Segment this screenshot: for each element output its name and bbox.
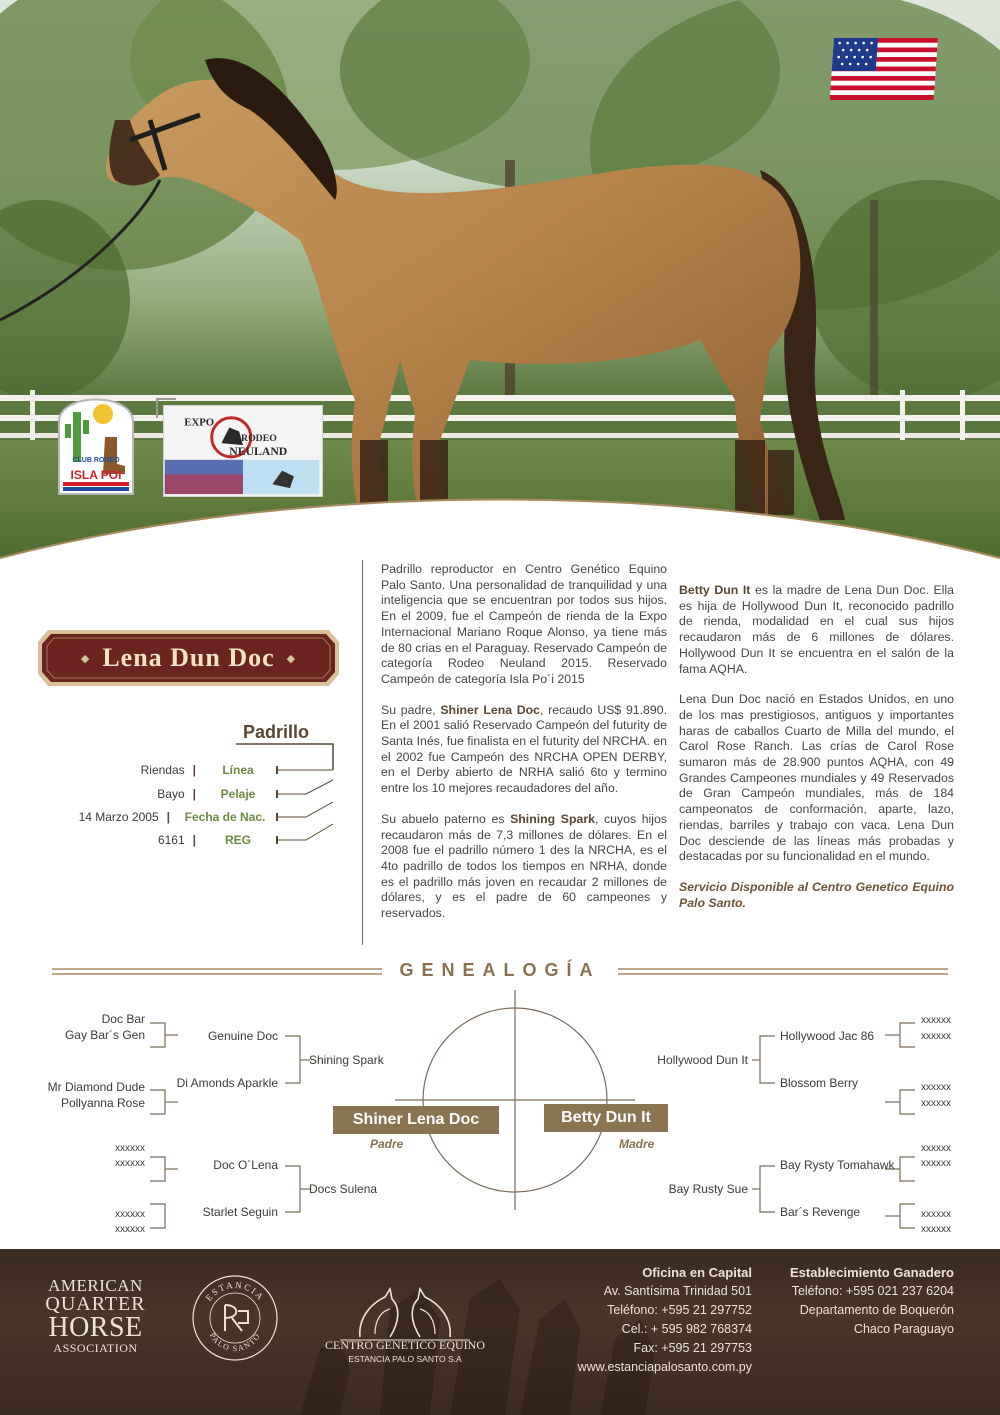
cge-line1: CENTRO GENETICO EQUINO (325, 1338, 485, 1352)
aqha-line4: ASSOCIATION (53, 1341, 138, 1355)
ancestor-gen3: Hollywood Jac 86 (780, 1029, 875, 1043)
spec-value: 14 Marzo 2005 (78, 810, 159, 824)
description-column-1 (381, 562, 667, 937)
ancestor-gen4: xxxxxx (115, 1143, 145, 1154)
spec-separator: | (166, 810, 170, 824)
genealogy-title: GENEALOGÍA (399, 960, 601, 980)
ancestor-gen3: Genuine Doc (207, 1029, 278, 1043)
dam-dam: Bay Rusty Sue (668, 1182, 748, 1196)
aqha-line1: AMERICAN (48, 1276, 143, 1295)
ancestor-gen4: xxxxxx (921, 1209, 951, 1220)
sire-role: Padre (370, 1137, 404, 1151)
ancestor-gen4: Gay Bar´s Gen (64, 1028, 145, 1042)
website-link[interactable]: www.estanciapalosanto.com.py (577, 1360, 752, 1374)
specs-heading: Padrillo (243, 722, 310, 742)
office-contact (540, 1263, 752, 1377)
expo-line2: RODEO (241, 433, 277, 445)
paragraph-grandsire (381, 812, 667, 922)
paragraph-intro: Padrillo reproductor en Centro Genético Equino Palo Santo. Una personalidad de tranquilidad y una inteligencia que se encuentran por todos sus hijos. En el 2009, fue el Campeón de rienda de la Expo Internacional Mariano Roque Alonso, ya tiene más de 80 crias en el Paraguay. Reservado Campeón de categoría Rodeo Neuland 2015. Reservado Campeón de categoría Isla Po´i 2015 (381, 562, 667, 686)
sire-sire: Shining Spark (309, 1053, 384, 1067)
ancestor-gen4: Mr Diamond Dude (47, 1080, 145, 1094)
estab-heading: Establecimiento Ganadero (790, 1265, 954, 1280)
spec-row-fecha (40, 808, 270, 826)
spec-separator: | (192, 787, 196, 801)
text-run: , recaudo US$ 91.890. En el 2001 salió Reservado Campeón del futurity de Santa Inés, fue finalista en el futurity del NRCHA. en el 2002 fue Campeón des NRCHA OPEN DERBY, en el Derby abierto de NRHA salió 6to y termino entre los 10 mejores recaudadores del año. (381, 702, 667, 796)
ancestor-gen3: Starlet Seguin (202, 1205, 278, 1219)
spec-label: Fecha de Nac. (184, 810, 266, 824)
dam-role: Madre (619, 1137, 655, 1151)
text-run: Su abuelo paterno es (381, 811, 511, 826)
ancestor-gen4: xxxxxx (921, 1098, 951, 1109)
islapoi-line1: CLUB RODEO (72, 457, 120, 464)
ancestor-gen4: xxxxxx (115, 1209, 145, 1220)
office-fax: Fax: +595 21 297753 (633, 1341, 752, 1355)
paragraph-dam (679, 583, 954, 677)
spec-separator: | (192, 763, 196, 777)
cge-line2: ESTANCIA PALO SANTO S.A (348, 1354, 462, 1364)
us-flag-icon (830, 38, 938, 100)
ancestor-gen3: Bay Rysty Tomahawk (780, 1158, 895, 1172)
ancestor-gen4: xxxxxx (921, 1158, 951, 1169)
islapoi-line2: ISLA POI (70, 468, 122, 482)
office-phone: Teléfono: +595 21 297752 (607, 1303, 752, 1317)
spec-separator: | (192, 833, 196, 847)
ancestor-gen3: Blossom Berry (780, 1076, 859, 1090)
estancia-arc-top: ESTANCIA (203, 1279, 267, 1303)
service-note: Servicio Disponible al Centro Genetico Equino Palo Santo. (679, 879, 954, 910)
grandsire-name-bold: Shining Spark (510, 811, 595, 826)
ancestor-gen4: Pollyanna Rose (60, 1096, 145, 1110)
spec-row-pelaje (40, 785, 270, 803)
spec-label: Pelaje (220, 787, 256, 801)
ancestor-gen4: Doc Bar (101, 1012, 145, 1026)
office-cell: Cel.: + 595 982 768374 (621, 1322, 752, 1336)
office-heading: Oficina en Capital (642, 1265, 752, 1280)
ancestor-gen4: xxxxxx (921, 1143, 951, 1154)
ancestor-gen4: xxxxxx (921, 1031, 951, 1042)
ancestor-gen3: Di Amonds Aparkle (176, 1076, 278, 1090)
text-run: Su padre, (381, 702, 441, 717)
horse-name: Lena Dun Doc (102, 643, 275, 672)
text-run: es la madre de Lena Dun Doc. Ella es hija de Hollywood Dun It, reconocido padrillo de rienda, modalidad en el cual sus hijos recaudaron más de 6 millones de dólares. Hollywood Dun It se encuentra en el salón de la fama AQHA. (679, 583, 954, 676)
estab-department: Departamento de Boquerón (799, 1303, 954, 1317)
ancestor-gen4: xxxxxx (921, 1015, 951, 1026)
sire-dam: Docs Sulena (309, 1182, 378, 1196)
horse-name-title (36, 628, 341, 688)
logo-bracket (156, 398, 176, 418)
estab-region: Chaco Paraguayo (853, 1322, 954, 1336)
estab-phone: Teléfono: +595 021 237 6204 (791, 1284, 954, 1298)
estancia-arc-bottom: PALO SANTO (207, 1331, 263, 1354)
ancestor-gen4: xxxxxx (115, 1224, 145, 1235)
aqha-line2: QUARTER (45, 1293, 146, 1315)
diamond-ornament-icon: ◆ (80, 652, 91, 665)
ancestor-gen4: xxxxxx (921, 1224, 951, 1235)
text-run: , cuyos hijos recaudaron más de 7,3 millones de dólares. En el 2008 fue el padrillo número 1 des la NRCHA, es el 4to padrillo de todos los tiempos en NRHA, donde es el padrillo más joven en recaudar 2 millones de dólares, y es el padre de 60 campeones y reservados. (381, 811, 667, 921)
spec-row-linea (40, 761, 270, 779)
ancestor-gen3: Doc O´Lena (213, 1158, 278, 1172)
footer (0, 1249, 1000, 1415)
column-divider (362, 560, 363, 945)
svg-text:ESTANCIA (203, 1280, 266, 1303)
pedigree-lines (0, 990, 1000, 1240)
aqha-logo (38, 1277, 153, 1354)
aqha-line3: HORSE (48, 1312, 143, 1343)
hero-curve (0, 440, 1000, 560)
diamond-ornament-icon: ◆ (286, 652, 297, 665)
pedigree-tree (0, 990, 1000, 1240)
sire-name-bold: Shiner Lena Doc (440, 702, 541, 717)
spec-value: Bayo (157, 787, 185, 801)
sire-badge: Shiner Lena Doc (333, 1106, 499, 1134)
dam-badge: Betty Dun It (544, 1104, 668, 1132)
spec-value: Riendas (140, 763, 185, 777)
genealogy-rule-right (618, 966, 948, 978)
description-column-2 (679, 583, 954, 926)
ancestor-gen4: xxxxxx (921, 1082, 951, 1093)
spec-value: 6161 (157, 833, 185, 847)
spec-label: Línea (222, 763, 254, 777)
hero-photo (0, 0, 1000, 560)
spec-row-reg (40, 831, 270, 849)
specs-connector-lines (228, 718, 348, 848)
spec-label: REG (224, 833, 251, 847)
office-address: Av. Santísima Trinidad 501 (603, 1284, 752, 1298)
establishment-contact (770, 1263, 954, 1339)
estancia-palo-santo-logo (190, 1273, 280, 1363)
paragraph-origin: Lena Dun Doc nació en Estados Unidos, en uno de los mas prestigiosos, antiguos y importantes haras de caballos Cuarto de Milla del mundo, el Carol Rose Ranch. Las crías de Carol Rose sumaron más de 28.900 puntos AQHA, con 49 Grandes Campeones mundiales y 49 Reservados de Gran Campeón mundiales, más de 184 campeonatos de conformación, aparte, lazo, riendas, barriles y trabajo con vaca. Lena Dun Doc desciende de las líneas más probadas y destacadas por su funcionalidad en el mundo. (679, 692, 954, 864)
dam-name-bold: Betty Dun It (679, 583, 751, 597)
ancestor-gen3: Bar´s Revenge (780, 1205, 861, 1219)
ancestor-gen4: xxxxxx (115, 1158, 145, 1169)
dam-sire: Hollywood Dun It (657, 1053, 748, 1067)
expo-line1: EXPO (184, 416, 215, 429)
paragraph-sire (381, 703, 667, 797)
expo-line3: NEULAND (229, 444, 288, 458)
genealogy-rule-left (52, 966, 382, 978)
svg-text:PALO SANTO (208, 1331, 263, 1353)
